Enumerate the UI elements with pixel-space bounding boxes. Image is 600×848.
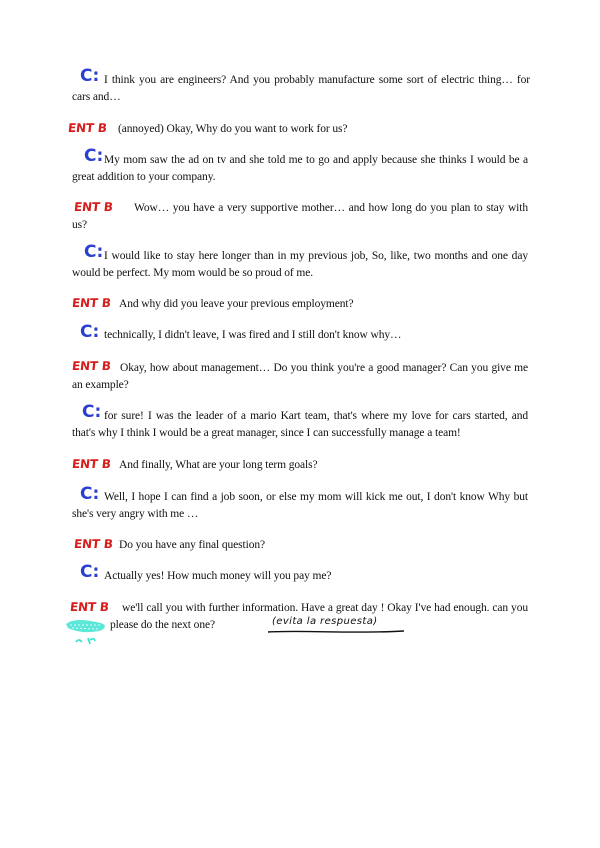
speaker-tag-candidate: C: — [80, 562, 100, 582]
dialogue-text: for sure! I was the leader of a mario Kart team, that's where my love for cars started, and that's why I think I would be a great manager, since I can successfully manage a team! — [72, 410, 528, 439]
speaker-tag-candidate: C: — [80, 322, 100, 342]
dialogue-text: And why did you leave your previous employment? — [119, 298, 354, 310]
dialogue-text: I would like to stay here longer than in my previous job, So, like, two months and one day would be perfect. My mom would be so proud of me. — [72, 250, 528, 279]
dialogue-text: Okay, how about management… Do you think you're a good manager? Can you give me an example? — [72, 362, 528, 391]
dialogue-text: (annoyed) Okay, Why do you want to work for us? — [118, 123, 348, 135]
speaker-tag-candidate: C: — [80, 66, 100, 86]
speaker-tag-interviewer: ENT B — [71, 359, 112, 373]
speaker-tag-candidate: C: — [84, 242, 104, 262]
dialogue-text: My mom saw the ad on tv and she told me to go and apply because she thinks I would be a great addition to your company. — [72, 154, 528, 183]
note-underline — [266, 628, 406, 636]
dialogue-text: And finally, What are your long term goals? — [119, 459, 318, 471]
dialogue-text: Well, I hope I can find a job soon, or else my mom will kick me out, I don't know Why but she's very angry with me … — [72, 491, 528, 520]
dialogue-text: Wow… you have a very supportive mother… and how long do you plan to stay with us? — [72, 202, 528, 231]
speaker-tag-interviewer: ENT B — [73, 200, 114, 214]
highlighter-scribble — [60, 612, 120, 652]
speaker-tag-candidate: C: — [80, 484, 100, 504]
dialogue-text: Actually yes! How much money will you pay me? — [104, 570, 332, 582]
speaker-tag-interviewer: ENT B — [71, 457, 112, 471]
speaker-tag-interviewer: ENT B — [73, 537, 114, 551]
speaker-tag-interviewer: ENT B — [67, 121, 108, 135]
handwritten-note: (evita la respuesta) — [272, 616, 378, 627]
speaker-tag-interviewer: ENT B — [69, 600, 110, 614]
dialogue-text: technically, I didn't leave, I was fired and I still don't know why… — [104, 329, 402, 341]
speaker-tag-candidate: C: — [84, 146, 104, 166]
speaker-tag-interviewer: ENT B — [71, 296, 112, 310]
dialogue-text: I think you are engineers? And you probably manufacture some sort of electric thing… for cars and… — [72, 74, 530, 103]
dialogue-text: Do you have any final question? — [119, 539, 266, 551]
dialogue-text: we'll call you with further information. Have a great day ! Okay I've had enough. can you please do the next one? — [110, 602, 528, 631]
speaker-tag-candidate: C: — [82, 402, 102, 422]
